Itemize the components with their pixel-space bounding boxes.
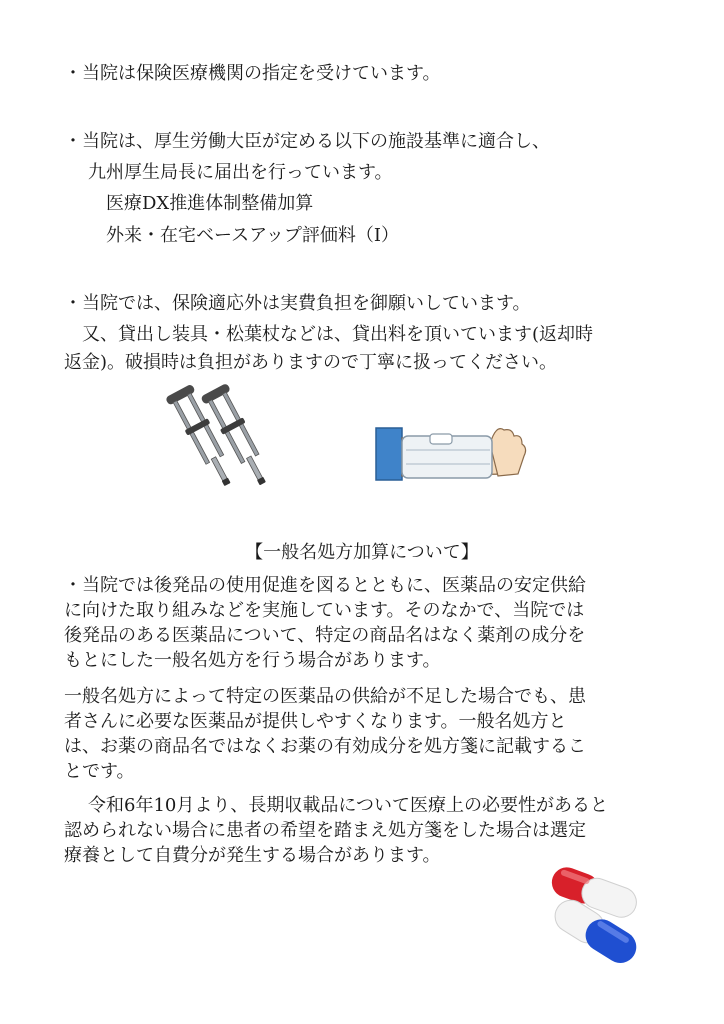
paragraph-line: 療養として自費分が発生する場合があります。 <box>64 845 441 866</box>
paragraph-line: 後発品のある医薬品について、特定の商品名はなく薬剤の成分を <box>64 625 586 646</box>
self-pay-text-line2: 又、貸出し装具・松葉杖などは、貸出料を頂いています(返却時 <box>82 324 594 345</box>
paragraph-line: もとにした一般名処方を行う場合があります。 <box>64 650 441 671</box>
paragraph-line: 認められない場合に患者の希望を踏まえ処方箋をした場合は選定 <box>64 820 586 841</box>
crutches-icon <box>160 378 280 498</box>
paragraph-line: は、お薬の商品名ではなくお薬の有効成分を処方箋に記載するこ <box>64 736 586 757</box>
generic-paragraph-1 <box>64 573 664 673</box>
standard-item-baseup: 外来・在宅ベースアップ評価料（Ⅰ） <box>106 225 399 246</box>
paragraph-line: ・当院では後発品の使用促進を図るとともに、医薬品の安定供給 <box>64 575 586 596</box>
capsules-icon <box>536 848 654 972</box>
self-pay-text-line3: 返金)。破損時は負担がありますので丁寧に扱ってください。 <box>64 352 558 373</box>
standards-text-line1: ・当院は、厚生労働大臣が定める以下の施設基準に適合し、 <box>64 131 550 152</box>
section-heading: 【一般名処方加算について】 <box>245 542 479 563</box>
paragraph-line: とです。 <box>64 761 135 782</box>
paragraph-line: 一般名処方によって特定の医薬品の供給が不足した場合でも、患 <box>64 686 586 707</box>
paragraph-line: 令和6年10月より、長期収載品について医療上の必要性があると <box>88 795 608 816</box>
generic-paragraph-2 <box>64 684 664 784</box>
standards-text-line2: 九州厚生局長に届出を行っています。 <box>88 162 393 183</box>
standard-item-dx: 医療DX推進体制整備加算 <box>106 193 314 214</box>
paragraph-line: 者さんに必要な医薬品が提供しやすくなります。一般名処方と <box>64 711 567 732</box>
paragraph-line: に向けた取り組みなどを実施しています。そのなかで、当院では <box>64 600 585 621</box>
self-pay-text-line1: ・当院では、保険適応外は実費負担を御願いしています。 <box>64 293 531 314</box>
insurance-designation-text: ・当院は保険医療機関の指定を受けています。 <box>64 63 441 84</box>
leg-brace-icon <box>372 420 532 486</box>
